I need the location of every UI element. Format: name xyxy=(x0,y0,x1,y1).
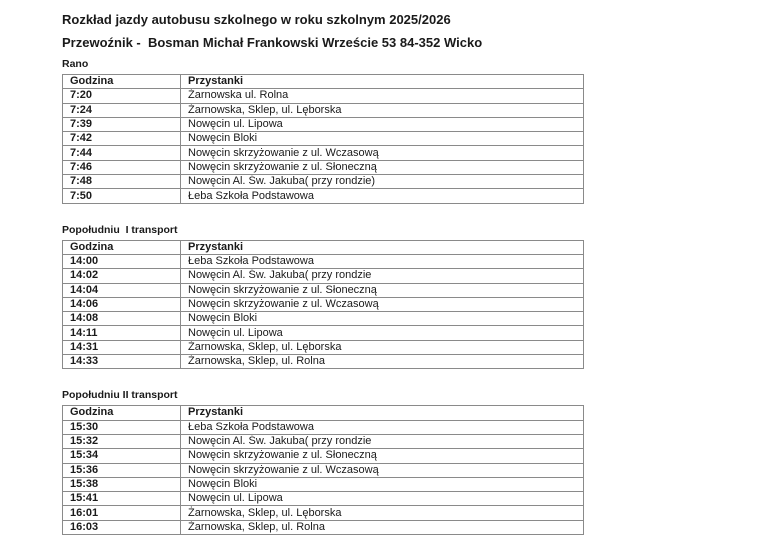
schedule-table xyxy=(62,240,584,370)
section-label: Popołudniu II transport xyxy=(62,389,178,402)
column-header-time: Godzina xyxy=(63,75,181,89)
time-cell: 14:06 xyxy=(63,297,181,311)
table-row xyxy=(63,312,584,326)
table-row xyxy=(63,254,584,268)
stop-cell: Nowęcin Bloki xyxy=(181,132,584,146)
time-cell: 16:01 xyxy=(63,506,181,520)
time-cell: 7:42 xyxy=(63,132,181,146)
time-cell: 15:41 xyxy=(63,492,181,506)
stop-cell: Żarnowska, Sklep, ul. Lęborska xyxy=(181,506,584,520)
schedule-table xyxy=(62,405,584,535)
time-cell: 14:33 xyxy=(63,355,181,369)
table-row xyxy=(63,340,584,354)
schedule-sections xyxy=(62,58,770,535)
time-cell: 14:08 xyxy=(63,312,181,326)
stop-cell: Nowęcin Al. Św. Jakuba( przy rondzie xyxy=(181,434,584,448)
table-row xyxy=(63,117,584,131)
time-cell: 7:48 xyxy=(63,175,181,189)
table-row xyxy=(63,175,584,189)
table-header-row xyxy=(63,75,584,89)
table-row xyxy=(63,132,584,146)
table-row xyxy=(63,326,584,340)
time-cell: 15:38 xyxy=(63,477,181,491)
column-header-stops: Przystanki xyxy=(181,240,584,254)
time-cell: 7:46 xyxy=(63,160,181,174)
time-cell: 16:03 xyxy=(63,520,181,534)
table-row xyxy=(63,89,584,103)
table-row xyxy=(63,189,584,203)
table-row xyxy=(63,463,584,477)
column-header-stops: Przystanki xyxy=(181,75,584,89)
stop-cell: Nowęcin Bloki xyxy=(181,477,584,491)
schedule-table xyxy=(62,74,584,204)
stop-cell: Nowęcin ul. Lipowa xyxy=(181,492,584,506)
time-cell: 14:31 xyxy=(63,340,181,354)
table-row xyxy=(63,434,584,448)
stop-cell: Żarnowska, Sklep, ul. Rolna xyxy=(181,355,584,369)
stop-cell: Łeba Szkoła Podstawowa xyxy=(181,254,584,268)
column-header-time: Godzina xyxy=(63,406,181,420)
stop-cell: Nowęcin ul. Lipowa xyxy=(181,326,584,340)
table-row xyxy=(63,297,584,311)
time-cell: 14:00 xyxy=(63,254,181,268)
table-row xyxy=(63,420,584,434)
table-row xyxy=(63,520,584,534)
time-cell: 7:50 xyxy=(63,189,181,203)
stop-cell: Nowęcin skrzyżowanie z ul. Wczasową xyxy=(181,463,584,477)
stop-cell: Żarnowska, Sklep, ul. Lęborska xyxy=(181,103,584,117)
stop-cell: Nowęcin skrzyżowanie z ul. Wczasową xyxy=(181,146,584,160)
table-row xyxy=(63,283,584,297)
stop-cell: Nowęcin Al. Św. Jakuba( przy rondzie xyxy=(181,269,584,283)
stop-cell: Nowęcin ul. Lipowa xyxy=(181,117,584,131)
table-row xyxy=(63,449,584,463)
time-cell: 7:24 xyxy=(63,103,181,117)
table-header-row xyxy=(63,406,584,420)
time-cell: 14:11 xyxy=(63,326,181,340)
stop-cell: Żarnowska, Sklep, ul. Lęborska xyxy=(181,340,584,354)
time-cell: 14:02 xyxy=(63,269,181,283)
table-header-row xyxy=(63,240,584,254)
table-row xyxy=(63,160,584,174)
stop-cell: Żarnowska, Sklep, ul. Rolna xyxy=(181,520,584,534)
time-cell: 15:30 xyxy=(63,420,181,434)
stop-cell: Nowęcin skrzyżowanie z ul. Wczasową xyxy=(181,297,584,311)
stop-cell: Żarnowska ul. Rolna xyxy=(181,89,584,103)
time-cell: 7:20 xyxy=(63,89,181,103)
table-row xyxy=(63,355,584,369)
table-row xyxy=(63,477,584,491)
table-row xyxy=(63,492,584,506)
time-cell: 15:34 xyxy=(63,449,181,463)
time-cell: 15:36 xyxy=(63,463,181,477)
table-row xyxy=(63,146,584,160)
time-cell: 14:04 xyxy=(63,283,181,297)
table-row xyxy=(63,506,584,520)
stop-cell: Nowęcin skrzyżowanie z ul. Słoneczną xyxy=(181,283,584,297)
page-title: Rozkład jazdy autobusu szkolnego w roku szkolnym 2025/2026 xyxy=(62,12,451,27)
carrier-line: Przewoźnik - Bosman Michał Frankowski Wrzeście 53 84-352 Wicko xyxy=(62,35,483,50)
stop-cell: Nowęcin skrzyżowanie z ul. Słoneczną xyxy=(181,449,584,463)
stop-cell: Łeba Szkoła Podstawowa xyxy=(181,189,584,203)
section-label: Popołudniu I transport xyxy=(62,223,178,236)
section-label: Rano xyxy=(62,58,89,70)
time-cell: 7:39 xyxy=(63,117,181,131)
stop-cell: Nowęcin skrzyżowanie z ul. Słoneczną xyxy=(181,160,584,174)
column-header-time: Godzina xyxy=(63,240,181,254)
time-cell: 15:32 xyxy=(63,434,181,448)
column-header-stops: Przystanki xyxy=(181,406,584,420)
stop-cell: Łeba Szkoła Podstawowa xyxy=(181,420,584,434)
stop-cell: Nowęcin Al. Św. Jakuba( przy rondzie) xyxy=(181,175,584,189)
time-cell: 7:44 xyxy=(63,146,181,160)
table-row xyxy=(63,103,584,117)
table-row xyxy=(63,269,584,283)
stop-cell: Nowęcin Bloki xyxy=(181,312,584,326)
